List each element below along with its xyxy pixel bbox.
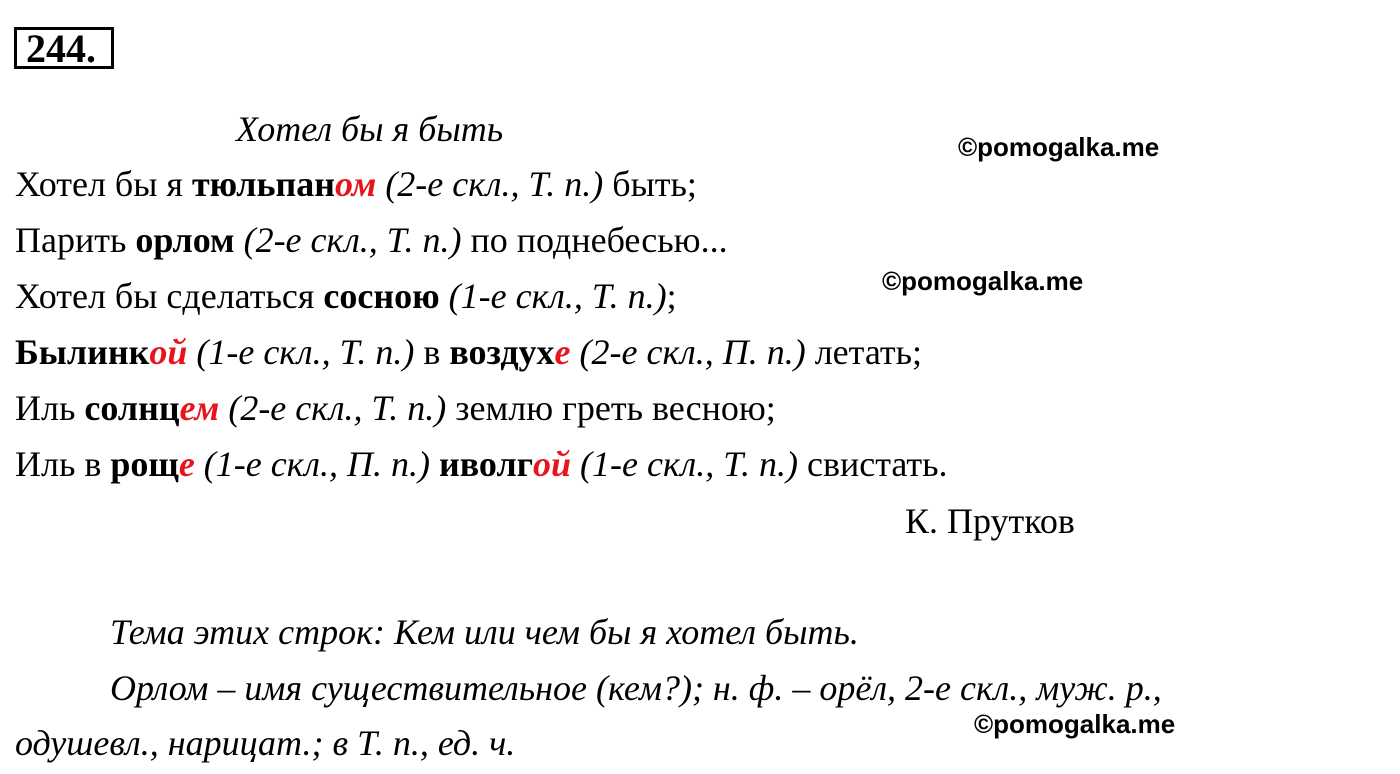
line-text <box>430 444 439 484</box>
noun-stem: солнц <box>84 388 180 428</box>
analysis-line-2: одушевл., нарицат.; в Т. п., ед. ч. <box>15 723 516 763</box>
author-signature: К. Прутков <box>905 501 1075 541</box>
line-text: Парить <box>15 220 136 260</box>
grammar-note: (1-е скл., Т. п.) <box>439 276 667 316</box>
noun-word: орлом <box>135 220 235 260</box>
line-text: Хотел бы я <box>15 164 192 204</box>
grammar-note: (2-е скл., П. п.) <box>570 332 806 372</box>
line-text: Иль <box>15 388 85 428</box>
grammar-note: (1-е скл., Т. п.) <box>187 332 415 372</box>
line-text: Хотел бы сделаться <box>15 276 324 316</box>
noun-ending: ой <box>533 444 572 484</box>
line-text: по поднебесью... <box>461 220 728 260</box>
noun-stem: Былинк <box>15 332 150 372</box>
poem-line-2 <box>15 219 728 261</box>
watermark: ©pomogalka.me <box>958 132 1160 162</box>
poem-title: Хотел бы я быть <box>236 109 504 149</box>
line-text: землю греть весною; <box>446 388 776 428</box>
poem-line-5 <box>15 387 776 429</box>
grammar-note: (1-е скл., П. п.) <box>194 444 430 484</box>
noun-ending: е <box>178 444 195 484</box>
watermark: ©pomogalka.me <box>974 709 1176 739</box>
grammar-note: (2-е скл., Т. п.) <box>234 220 462 260</box>
line-text: Иль в <box>15 444 111 484</box>
noun-ending: е <box>554 332 571 372</box>
poem-line-3 <box>15 275 677 317</box>
exercise-number: 244. <box>14 27 114 69</box>
grammar-note: (1-е скл., Т. п.) <box>571 444 798 484</box>
line-text: ; <box>666 276 677 316</box>
grammar-note: (2-е скл., Т. п.) <box>376 164 604 204</box>
poem-line-4 <box>15 331 922 373</box>
noun-word: сосною <box>323 276 440 316</box>
noun-stem: рощ <box>110 444 179 484</box>
line-text: быть; <box>603 164 697 204</box>
grammar-note: (2-е скл., Т. п.) <box>219 388 447 428</box>
noun-ending: ом <box>335 164 377 204</box>
analysis-line-1: Орлом – имя существительное (кем?); н. ф. – орёл, 2-е скл., муж. р., <box>110 668 1162 708</box>
poem-line-1 <box>15 163 697 205</box>
line-text: свистать. <box>797 444 948 484</box>
line-text: в <box>414 332 450 372</box>
noun-stem: тюльпан <box>192 164 336 204</box>
noun-stem: воздух <box>449 332 555 372</box>
noun-stem: иволг <box>438 444 533 484</box>
poem-line-6 <box>15 443 948 485</box>
line-text: летать; <box>805 332 923 372</box>
noun-ending: ой <box>149 332 188 372</box>
theme-text: Тема этих строк: Кем или чем бы я хотел быть. <box>110 612 859 652</box>
noun-ending: ем <box>179 388 220 428</box>
watermark: ©pomogalka.me <box>882 266 1084 296</box>
